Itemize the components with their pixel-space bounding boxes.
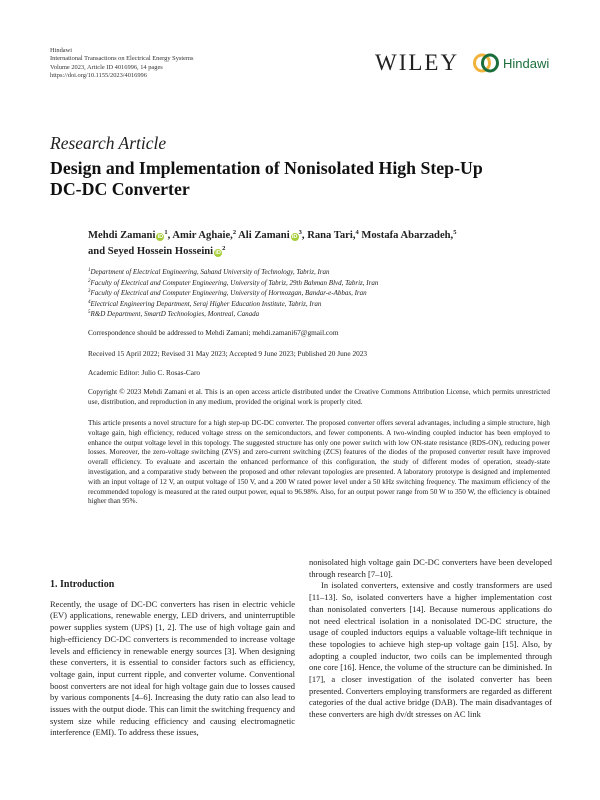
orcid-icon[interactable]: iD	[157, 234, 164, 240]
volume-info: Volume 2023, Article ID 4016996, 14 pages	[50, 63, 163, 71]
publication-dates: Received 15 April 2022; Revised 31 May 2023; Accepted 9 June 2023; Published 20 June 2023	[88, 349, 368, 358]
author-name[interactable]: Amir Aghaie,	[172, 230, 233, 241]
intro-paragraph: nonisolated high voltage gain DC-DC converters have been developed through research [7–10].	[309, 557, 552, 579]
doi-link[interactable]: https://doi.org/10.1155/2023/4016996	[50, 72, 147, 80]
author-name[interactable]: Ali Zamani	[238, 230, 290, 241]
intro-paragraph: Recently, the usage of DC-DC converters has risen in electric vehicle (EV) applications, renewable energy, LED drivers, and uninterruptible power supplies system (UPS) [1, 2]. The use of high voltage gain and high-efficiency DC-DC converters is recommended to increase voltage levels and efficiency in renewable energy sources [3]. When designing these converters, it is essential to consider factors such as efficiency, voltage gain, input current ripple, and converter volume. Conventional boost converters are not ideal for high voltage gain due to losses caused by various components [4–6]. Increasing the duty ratio can also lead to issues with the output diode. This can limit the switching frequency and system size while reducing efficiency and causing electromagnetic interference (EMI). To address these issues,	[50, 598, 295, 738]
intro-paragraph: In isolated converters, extensive and costly transformers are used [11–13]. So, isolated converters have a higher implementation cost than nonisolated converters [14]. Because numerous applications do not need electrical isolation in a nonisolated DC-DC structure, the usage of coupled inductors equips a valuable voltage-lift technique in these topologies to achieve high step-up voltage gain [15]. Also, by adopting a coupled inductor, two coils can be implemented through one core [16]. Hence, the volume of the structure can be diminished. In [17], a closer investigation of the isolated converter has been presented. Converters employing transformers are regarded as different categories of the dual active bridge (DAB). The main disadvantages of these converters are high dv/dt stresses on AC link	[309, 580, 552, 720]
article-type: Research Article	[50, 133, 167, 153]
author-affil-number: 5	[453, 229, 457, 236]
journal-name: International Transactions on Electrical Energy Systems	[50, 55, 194, 63]
section-heading: 1. Introduction	[50, 579, 115, 590]
author-name[interactable]: Mehdi Zamani	[88, 230, 156, 241]
author-list: Mehdi Zamani $iD^1$, Amir Aghaie,$^2$ Ali Zamani $iD^3$, Rana Tari,$^4$ Mostafa Abarzadeh,$^5$ and Seyed Hossein Hosseini $iD^2$	[88, 229, 457, 257]
intro-left-column	[50, 579, 295, 739]
abstract: This article presents a novel structure for a high step-up DC-DC converter. The proposed converter offers several advantages, including a simple structure, high voltage gain, high efficiency, reduced voltage stress on the semiconductors, and fewer components. A two-winding coupled inductor has been employed to enhance the output voltage level in this topology. The suggested structure has only one power switch with low ON-state resistance (RDS-ON), reducing power losses. Moreover, the zero-voltage switching (ZVS) and zero-current switching (ZCS) features of the diodes of the proposed converter result have improved overall efficiency. To evaluate and ascertain the enhanced performance of this configuration, the study of different modes of operation, steady-state investigation, and a comparative study between the proposed and other relevant topologies are presented. A laboratory prototype is designed and implemented with an input voltage of 12 V, an output voltage of 150 V, and a 200 W rated power level under a 50 kHz switching frequency. The maximum efficiency of the recommended topology is measured at the rated output power, equal to 96.98%. Also, for an output power range from 50 W to 350 W, the efficiency is obtained higher than 95%.	[88, 419, 550, 506]
article-title	[50, 158, 570, 200]
affiliation-item: $^3$Faculty of Electrical and Computer Engineering, University of Hormozgan, Bandar-e-Abbas, Iran	[88, 289, 367, 297]
title-line-1: Design and Implementation of Nonisolated High Step-Up	[50, 158, 483, 178]
hindawi-logo-text: Hindawi	[503, 56, 550, 71]
author-affil-number: 2	[232, 229, 237, 236]
intro-right-column	[309, 557, 552, 721]
author-affil-number: 4	[355, 229, 359, 236]
author-affil-number: 1	[164, 229, 168, 236]
author-affil-number: 2	[222, 245, 226, 252]
correspondence: Correspondence should be addressed to Mehdi Zamani; mehdi.zamani67@gmail.com	[88, 328, 339, 337]
author-name[interactable]: and Seyed Hossein Hosseini	[88, 246, 214, 257]
affiliations	[88, 267, 558, 320]
affiliation-item: $^5$R&D Department, SmartD Technologies, Montreal, Canada	[88, 310, 260, 318]
journal-metadata	[50, 47, 193, 81]
title-line-2: DC-DC Converter	[50, 179, 190, 199]
affiliation-item: $^2$Faculty of Electrical and Computer Engineering, University of Tabriz, 29th Bahman Blvd, Tabriz, Iran	[88, 278, 379, 287]
copyright-notice: Copyright © 2023 Mehdi Zamani et al. This is an open access article distributed under the Creative Commons Attribution License, which permits unrestricted use, distribution, and reproduction in any medium, provided the original work is properly cited.	[88, 388, 550, 406]
academic-editor: Academic Editor: Julio C. Rosas-Caro	[88, 368, 201, 377]
affiliation-item: $^1$Department of Electrical Engineering, Sahand University of Technology, Tabriz, Iran	[88, 268, 330, 276]
orcid-icon[interactable]: iD	[291, 234, 298, 240]
author-name[interactable]: Rana Tari,	[307, 230, 356, 241]
hindawi-logo-icon	[473, 52, 499, 74]
wiley-logo: WILEY	[375, 50, 460, 75]
author-affil-number: 3	[298, 229, 302, 236]
affiliation-item: $^4$Electrical Engineering Department, Seraj Higher Education Institute, Tabriz, Iran	[88, 299, 322, 308]
orcid-icon[interactable]: iD	[215, 250, 221, 256]
author-name[interactable]: Mostafa Abarzadeh,	[361, 230, 454, 241]
publisher-name: Hindawi	[50, 47, 73, 54]
